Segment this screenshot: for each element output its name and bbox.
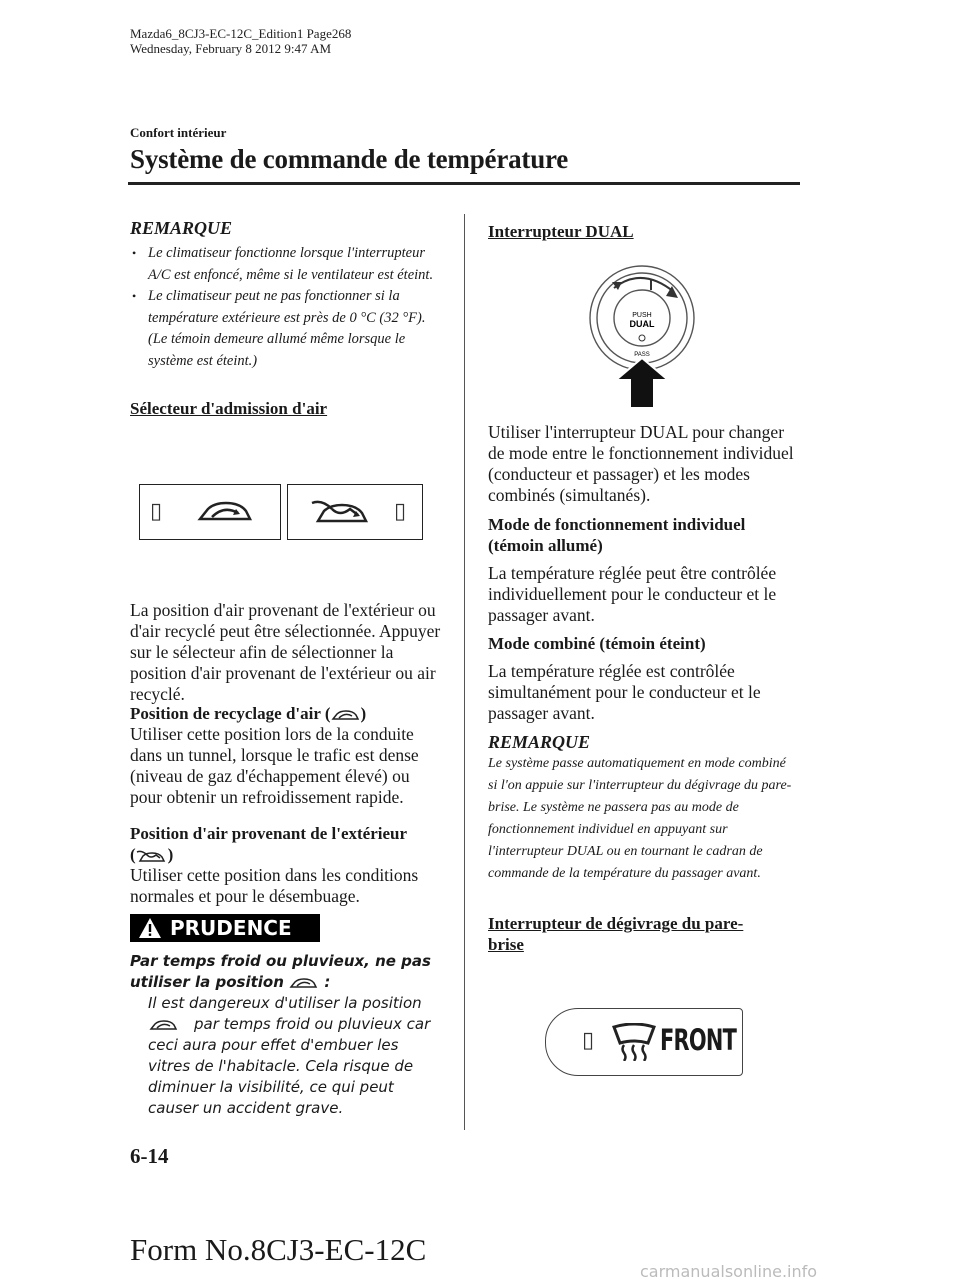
- title-rule: [128, 182, 800, 185]
- front-label: FRONT: [660, 1023, 737, 1057]
- dual-description: Utiliser l'interrupteur DUAL pour changer de mode entre le fonctionnement individuel (conducteur et passager) et les modes combinés (simultanés).: [488, 422, 794, 505]
- individual-mode-heading: Mode de fonctionnement individuel (témoin allumé): [488, 515, 746, 555]
- warning-heading-text: utiliser la position: [130, 973, 284, 991]
- dual-label: DUAL: [629, 319, 655, 329]
- form-number: Form No.8CJ3-EC-12C: [130, 1232, 427, 1267]
- warning-triangle-icon: [138, 917, 162, 939]
- indicator-light-icon: ▯: [394, 498, 407, 523]
- warning-heading: [130, 951, 450, 993]
- prudence-label: PRUDENCE: [170, 916, 292, 940]
- dual-heading: Interrupteur DUAL: [488, 222, 634, 241]
- warning-body-rest: [148, 1014, 440, 1119]
- fresh-air-switch: [287, 484, 423, 540]
- remarque-item: • Le climatiseur peut ne pas fonctionner si la température extérieure est près de 0 °C (32 °F). (Le témoin demeure allumé même lorsque le système est éteint.): [130, 286, 442, 372]
- selector-heading: Sélecteur d'admission d'air: [130, 399, 328, 418]
- page-title: Système de commande de température: [130, 144, 569, 174]
- warning-heading-line2: [130, 972, 450, 993]
- defrost-heading: [488, 913, 800, 955]
- outside-air-heading: [130, 823, 450, 865]
- recirculate-air-icon: [196, 495, 256, 527]
- outside-air-icon: [136, 847, 168, 865]
- warning-body: [148, 993, 440, 1119]
- selector-description: La position d'air provenant de l'extérieur ou d'air recyclé peut être sélectionnée. Appuyer sur le sélecteur afin de sélectionner la position d'air provenant de l'extérieur ou air recyclé.: [130, 600, 441, 704]
- recycle-heading-text: Position de recyclage d'air (: [130, 704, 331, 723]
- watermark: carmanualsonline.info: [640, 1262, 818, 1281]
- remarque-heading: REMARQUE: [488, 732, 591, 752]
- push-label: PUSH: [632, 312, 652, 319]
- left-column: [130, 218, 442, 372]
- combined-mode-heading: Mode combiné (témoin éteint): [488, 634, 706, 653]
- individual-mode-description: La température réglée peut être contrôlée individuellement pour le conducteur et le passager avant.: [488, 563, 777, 625]
- section-category: Confort intérieur: [130, 125, 227, 140]
- outside-air-paren-open: (: [130, 845, 136, 864]
- warning-body-line1: Il est dangereux d'utiliser la position: [148, 994, 422, 1012]
- combined-mode-description: La température réglée est contrôlée simultanément pour le conducteur et le passager avant.: [488, 661, 761, 723]
- defrost-heading-line1: Interrupteur de dégivrage du pare-: [488, 914, 744, 933]
- recirculate-switch: [139, 484, 281, 540]
- outside-air-paren-close: ): [167, 845, 174, 864]
- dual-knob-illustration: [586, 252, 698, 412]
- remarque-heading: REMARQUE: [130, 218, 233, 238]
- page-number: 6-14: [130, 1144, 169, 1168]
- outside-air-heading-line1: Position d'air provenant de l'extérieur: [130, 824, 408, 843]
- recirculate-air-icon: [148, 1017, 180, 1033]
- windshield-defrost-icon: [610, 1023, 658, 1061]
- pass-label: PASS: [634, 352, 650, 358]
- remarque-list: [130, 243, 442, 372]
- front-defrost-switch: [545, 1008, 743, 1076]
- indicator-light-icon: ▯: [150, 498, 163, 523]
- print-header-line2: Wednesday, February 8 2012 9:47 AM: [130, 41, 332, 56]
- outside-air-heading-line2: [130, 844, 450, 865]
- prudence-banner: [130, 914, 320, 944]
- print-header: [130, 26, 351, 56]
- remarque-item: • Le climatiseur fonctionne lorsque l'interrupteur A/C est enfoncé, même si le ventilateur est éteint.: [130, 243, 442, 286]
- column-divider: [464, 214, 465, 1130]
- recirculate-air-icon: [289, 975, 319, 991]
- recycle-heading-close: ): [360, 704, 367, 723]
- recirculate-air-icon: [331, 706, 361, 724]
- warning-heading-colon: :: [324, 973, 331, 991]
- defrost-heading-line2: brise: [488, 935, 524, 954]
- print-header-line1: Mazda6_8CJ3-EC-12C_Edition1 Page268: [130, 26, 352, 41]
- recycle-heading: [130, 703, 450, 724]
- warning-body-text: par temps froid ou pluvieux car ceci aura pour effet d'embuer les vitres de l'habitacle. Cela risque de diminuer la visibilité, ce qui peut causer un accident grave.: [148, 1015, 431, 1117]
- outside-air-description: Utiliser cette position dans les conditions normales et pour le désembuage.: [130, 865, 419, 906]
- indicator-light-icon: ▯: [582, 1027, 595, 1052]
- remarque-text: Le système passe automatiquement en mode combiné si l'on appuie sur l'interrupteur du dégivrage du pare-brise. Le système ne passera pas au mode de fonctionnement individuel en appuyant sur l'interrupteur DUAL ou en tournant le cadran de commande de la température du passager avant.: [488, 756, 792, 881]
- outside-air-icon: [310, 495, 374, 527]
- recycle-description: Utiliser cette position lors de la conduite dans un tunnel, lorsque le trafic est dense (niveau de gaz d'échappement élevé) ou pour obtenir un refroidissement rapide.: [130, 724, 419, 807]
- warning-heading-line1: Par temps froid ou pluvieux, ne pas: [130, 952, 431, 970]
